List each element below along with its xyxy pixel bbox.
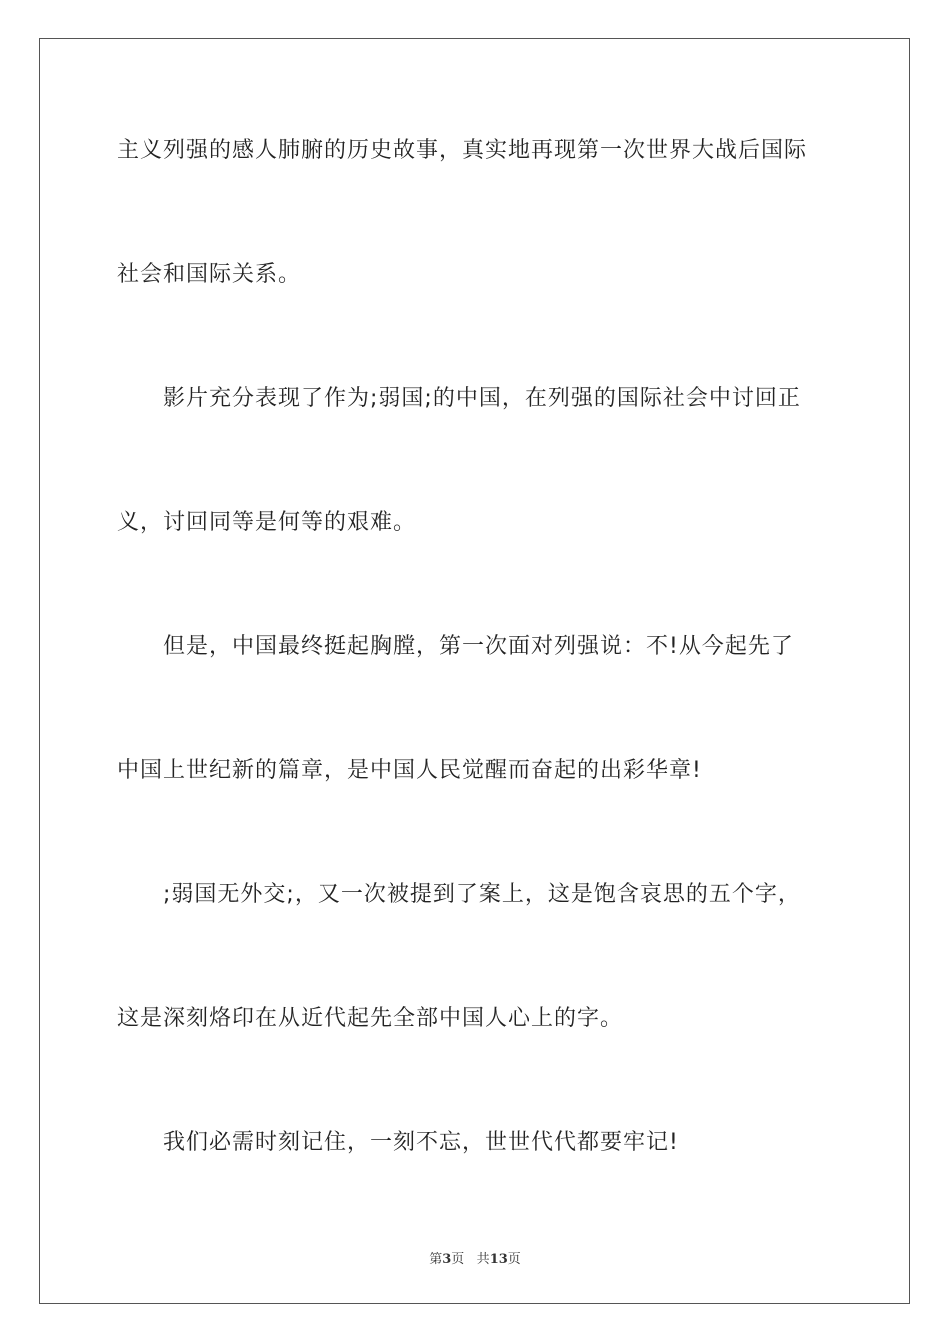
paragraph-line: 我们必需时刻记住，一刻不忘，世世代代都要牢记!: [163, 1130, 679, 1155]
paragraph-line: 主义列强的感人肺腑的历史故事，真实地再现第一次世界大战后国际: [117, 138, 808, 163]
page-suffix: 页: [451, 1252, 465, 1267]
page-border: [39, 38, 910, 1304]
paragraph-line: 义，讨回同等是何等的艰难。: [117, 510, 417, 535]
paragraph-line: ;弱国无外交;，又一次被提到了案上，这是饱含哀思的五个字，: [163, 882, 801, 907]
total-pages: 13: [489, 1252, 508, 1267]
page-prefix: 第: [429, 1252, 443, 1267]
page-footer: [0, 1248, 950, 1267]
paragraph-line: 社会和国际关系。: [117, 262, 302, 287]
paragraph-line: 影片充分表现了作为;弱国;的中国，在列强的国际社会中讨回正: [163, 386, 801, 411]
total-prefix: 共: [476, 1252, 490, 1267]
total-suffix: 页: [507, 1252, 521, 1267]
paragraph-line: 中国上世纪新的篇章，是中国人民觉醒而奋起的出彩华章!: [117, 758, 702, 783]
paragraph-line: 这是深刻烙印在从近代起先全部中国人心上的字。: [117, 1006, 624, 1031]
page-number: 3: [442, 1252, 452, 1267]
paragraph-line: 但是，中国最终挺起胸膛，第一次面对列强说：不!从今起先了: [163, 634, 794, 659]
